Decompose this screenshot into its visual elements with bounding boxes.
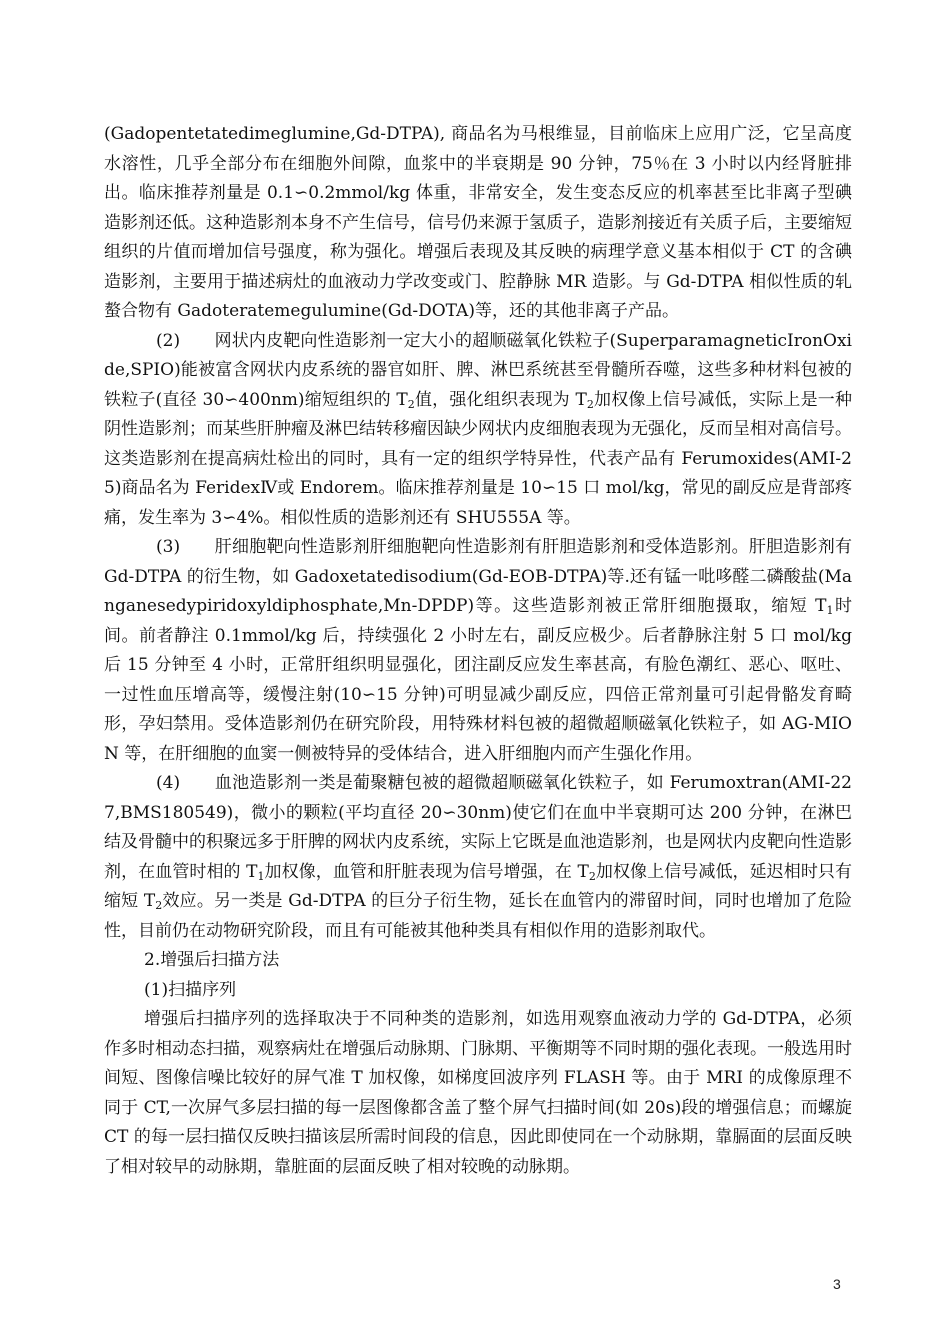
subscript: 1 <box>257 869 265 883</box>
subscript: 2 <box>586 397 594 411</box>
paragraph-text: 时间。前者静注 0.1mmol/kg 后，持续强化 2 小时左右，副反应极少。后者静脉注射 5 口 mol/kg 后 15 分钟至 4 小时，正常肝组织明显强化，团注副反应发生率甚高，有脸色潮红、恶心、呕吐、一过性血压增高等，缓慢注射(10∽15 分钟)可明显减少副反应，四倍正常剂量可引起骨骼发育畸形，孕妇禁用。受体造影剂仍在研究阶段，用特殊材料包被的超微超顺磁氧化铁粒子，如 AG-MION 等，在肝细胞的血窦一侧被特异的受体结合，进入肝细胞内而产生强化作用。 <box>104 596 852 764</box>
subscript: 2 <box>588 869 596 883</box>
subscript: 2 <box>155 899 163 912</box>
paragraph-text: (4) 血池造影剂一类是葡聚糖包被的超微超顺磁氧化铁粒子，如 Ferumoxtran(AMI-227,BMS180549)，微小的颗粒(平均直径 20∽30nm)使它们在血中半衰期可达 200 分钟，在淋巴结及骨髓中的积聚远多于肝脾的网状内皮系统，实际上它既是血池造影剂，也是网状内皮靶向性造影剂，在血管时相的 T <box>104 773 852 882</box>
paragraph-text: (Gadopentetatedimeglumine,Gd-DTPA), 商品名为马根维显，目前临床上应用广泛，它呈高度水溶性，几乎全部分布在细胞外间隙，血浆中的半衰期是 90 分钟，75％在 3 小时以内经肾脏排出。临床推荐剂量是 0.1∽0.2mmol/kg 体重，非常安全，发生变态反应的机率甚至比非离子型碘造影剂还低。这种造影剂本身不产生信号，信号仍来源于氢质子，造影剂接近有关质子后，主要缩短组织的片值而增加信号强度，称为强化。增强后表现及其反映的病理学意义基本相似于 CT 的含碘造影剂，主要用于描述病灶的血液动力学改变或门、腔静脉 MR 造影。与 Gd-DTPA 相似性质的轧螯合物有 Gadoteratemegulumine(Gd-DOTA)等，还的其他非离子产品。 <box>104 124 852 321</box>
subscript: 2 <box>407 397 415 411</box>
document-body <box>104 120 852 1182</box>
paragraph-scan-sequence <box>104 1005 852 1182</box>
paragraph-text: 增强后扫描序列的选择取决于不同种类的造影剂，如选用观察血液动力学的 Gd-DTPA，必须作多时相动态扫描，观察病灶在增强后动脉期、门脉期、平衡期等不同时期的强化表现。一般选用时间短、图像信噪比较好的屏气准 T 加权像，如梯度回波序列 FLASH 等。由于 MRI 的成像原理不同于 CT,一次屏气多层扫描的每一层图像都含盖了整个屏气扫描时间(如 20s)段的增强信息；而螺旋 CT 的每一层扫描仅反映扫描该层所需时间段的信息，因此即使同在一个动脉期，靠膈面的层面反映了相对较早的动脉期，靠脏面的层面反映了相对较晚的动脉期。 <box>104 1009 852 1177</box>
section-heading: 2.增强后扫描方法 <box>144 950 280 970</box>
subscript: 1 <box>826 604 834 617</box>
paragraph-hepatocyte-agents <box>104 533 852 769</box>
paragraph-text: 效应。另一类是 Gd-DTPA 的巨分子衍生物，延长在血管内的滞留时间，同时也增加了危险性，目前仍在动物研究阶段，而且有可能被其他种类具有相似作用的造影剂取代。 <box>104 891 852 941</box>
paragraph-text: 值，强化组织表现为 T <box>414 389 587 410</box>
subsection-heading: (1)扫描序列 <box>144 979 237 1000</box>
paragraph-reticuloendothelial-agents <box>104 327 852 534</box>
paragraph-text: 加权像上信号减低，延迟相时只有缩短 T <box>104 861 853 911</box>
paragraph-text: (2) 网状内皮靶向性造影剂一定大小的超顺磁氧化铁粒子(SuperparamagneticIronOxide,SPIO)能被富含网状内皮系统的器官如肝、脾、淋巴系统甚至骨髓所吞噬，这些多种材料包被的铁粒子(直径 30∽400nm)缩短组织的 T <box>104 330 852 410</box>
page-number: 3 <box>833 1276 841 1292</box>
paragraph-text: 加权像上信号减低，实际上是一种阴性造影剂；而某些肝肿瘤及淋巴结转移瘤因缺少网状内皮细胞表现为无强化，反而呈相对高信号。这类造影剂在提高病灶检出的同时，具有一定的组织学特异性，代表产品有 Ferumoxides(AMI-25)商品名为 FeridexⅣ或 Endorem。临床推荐剂量是 10∽15 口 mol/kg，常见的副反应是背部疼痛，发生率为 3∽4%。相似性质的造影剂还有 SHU555A 等。 <box>104 389 853 528</box>
paragraph-text: (3) 肝细胞靶向性造影剂肝细胞靶向性造影剂有肝胆造影剂和受体造影剂。肝胆造影剂有 Gd-DTPA 的衍生物，如 Gadoxetatedisodium(Gd-EOB-DTPA)等.还有锰一吡哆醛二磷酸盐(Manganesedypiridoxyldiphosphate,Mn-DPDP)等。这些造影剂被正常肝细胞摄取，缩短 T <box>104 537 852 616</box>
paragraph-blood-pool-agents <box>104 769 852 946</box>
paragraph-gd-dtpa <box>104 120 852 327</box>
paragraph-text: 加权像，血管和肝脏表现为信号增强，在 T <box>264 861 589 882</box>
